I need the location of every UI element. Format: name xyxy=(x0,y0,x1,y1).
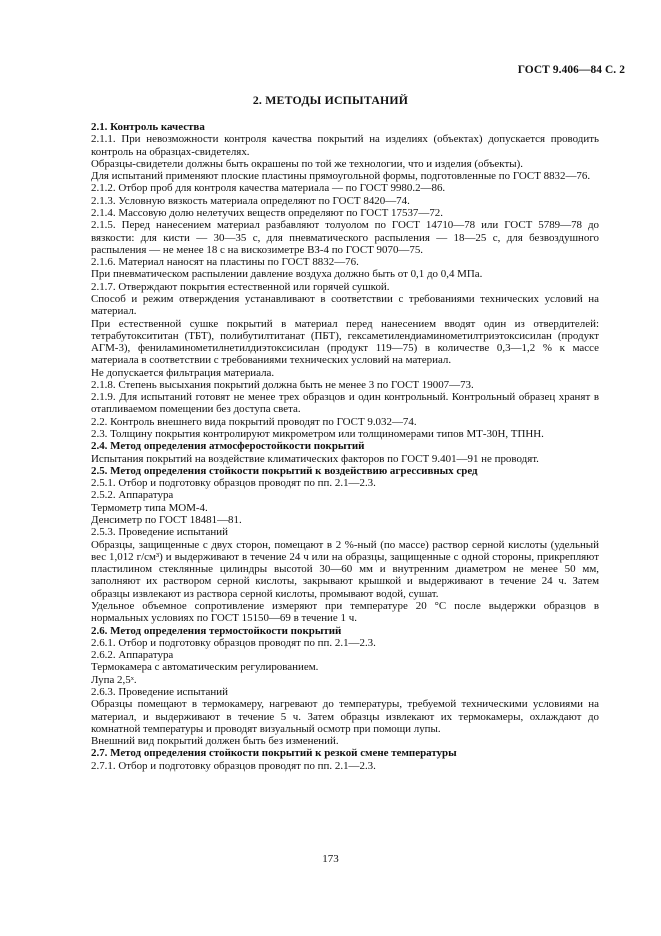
section-title: 2. МЕТОДЫ ИСПЫТАНИЙ xyxy=(252,93,409,107)
heading-2-7: 2.7. Метод определения стойкости покрытий к резкой смене температуры xyxy=(91,747,457,760)
paragraph: 2.5.1. Отбор и подготовку образцов проводят по пп. 2.1—2.3. xyxy=(91,477,376,490)
paragraph: 2.1.4. Массовую долю нелетучих веществ определяют по ГОСТ 17537—72. xyxy=(91,206,443,219)
paragraph: 2.1.1. При невозможности контроля качества покрытий на изделиях (объектах) допускается проводить контроль на образцах-свидетелях. xyxy=(91,133,599,158)
paragraph: Образцы-свидетели должны быть окрашены по той же технологии, что и изделия (объекты). xyxy=(91,157,523,170)
paragraph: 2.7.1. Отбор и подготовку образцов проводят по пп. 2.1—2.3. xyxy=(91,759,376,772)
paragraph: 2.5.2. Аппаратура xyxy=(91,489,174,502)
heading-2-6: 2.6. Метод определения термостойкости покрытий xyxy=(91,624,342,637)
paragraph: 2.1.6. Материал наносят на пластины по ГОСТ 8832—76. xyxy=(91,256,359,269)
paragraph: 2.1.9. Для испытаний готовят не менее трех образцов и один контрольный. Контрольный образец хранят в отапливаемом помещении без доступа света. xyxy=(91,391,599,416)
paragraph: Испытания покрытий на воздействие климатических факторов по ГОСТ 9.401—91 не проводят. xyxy=(91,452,539,465)
paragraph: 2.1.2. Отбор проб для контроля качества материала — по ГОСТ 9980.2—86. xyxy=(91,182,446,195)
paragraph: Денсиметр по ГОСТ 18481—81. xyxy=(91,514,242,526)
paragraph: При пневматическом распылении давление воздуха должно быть от 0,1 до 0,4 МПа. xyxy=(91,268,483,281)
paragraph: 2.6.3. Проведение испытаний xyxy=(91,685,228,698)
paragraph: Термокамера с автоматическим регулированием. xyxy=(91,661,319,674)
paragraph: 2.1.5. Перед нанесением материал разбавляют толуолом по ГОСТ 14710—78 или ГОСТ 5789—78 до вязкости: для кисти — 30—35 с, для пневматического распыления — 18—25 с, для безвоздушного распыления — не менее 18 с на вискозиметре ВЗ-4 по ГОСТ 9070—75. xyxy=(91,219,599,256)
paragraph: Внешний вид покрытий должен быть без изменений. xyxy=(91,735,339,748)
paragraph: Для испытаний применяют плоские пластины прямоугольной формы, подготовленные по ГОСТ 8832—76. xyxy=(91,170,591,183)
paragraph: 2.1.3. Условную вязкость материала определяют по ГОСТ 8420—74. xyxy=(91,194,410,207)
paragraph: 2.3. Толщину покрытия контролируют микрометром или толщиномерами типов МТ-30Н, ТПНН. xyxy=(91,428,544,441)
paragraph: Удельное объемное сопротивление измеряют при температуре 20 °С после выдержки образцов в нормальных условиях по ГОСТ 15150—69 в течение 1 ч. xyxy=(91,599,599,625)
heading-2-1: 2.1. Контроль качества xyxy=(91,121,205,133)
paragraph: 2.6.2. Аппаратура xyxy=(91,649,174,662)
heading-2-4: 2.4. Метод определения атмосферостойкости покрытий xyxy=(91,440,365,453)
paragraph: Лупа 2,5ˣ. xyxy=(91,673,137,686)
paragraph: Термометр типа МОМ-4. xyxy=(91,501,208,514)
paragraph: 2.6.1. Отбор и подготовку образцов проводят по пп. 2.1—2.3. xyxy=(91,636,376,649)
document-header-code: ГОСТ 9.406—84 С. 2 xyxy=(517,64,625,76)
document-body xyxy=(91,121,599,772)
heading-2-5: 2.5. Метод определения стойкости покрытий к воздействию агрессивных сред xyxy=(91,464,478,477)
page-number: 173 xyxy=(322,853,339,865)
paragraph: Способ и режим отверждения устанавливают в соответствии с требованиями технических условий на материал. xyxy=(91,292,599,318)
paragraph: 2.2. Контроль внешнего вида покрытий проводят по ГОСТ 9.032—74. xyxy=(91,415,417,428)
paragraph: Образцы, защищенные с двух сторон, помещают в 2 %-ный (по массе) раствор серной кислоты (удельный вес 1,012 г/см³) и выдерживают в течение 24 ч или на образцы, защищенные с одной стороны, прикрепляют пластилином стеклянные цилиндры высотой 30—60 мм и внутренним диаметром не менее 50 мм, заполняют их раствором серной кислоты, закрывают крышкой и выдерживают в течение 24 ч. Затем образцы извлекают из раствора серной кислоты, промывают водой, сушат. xyxy=(91,538,599,600)
paragraph: 2.1.8. Степень высыхания покрытий должна быть не менее 3 по ГОСТ 19007—73. xyxy=(91,378,474,391)
paragraph: Образцы помещают в термокамеру, нагревают до температуры, требуемой техническими условиями на материал, и выдерживают в течение 5 ч. Затем образцы извлекают их термокамеры, охлаждают до комнатной температуры и проводят визуальный осмотр при помощи лупы. xyxy=(91,698,599,735)
paragraph: 2.5.3. Проведение испытаний xyxy=(91,526,228,539)
paragraph: Не допускается фильтрация материала. xyxy=(91,366,275,379)
paragraph: 2.1.7. Отверждают покрытия естественной или горячей сушкой. xyxy=(91,280,390,293)
paragraph: При естественной сушке покрытий в материал перед нанесением вводят один из отвердителей: тетрабутоксититан (ТБТ), полибутилтитанат (ПБТ), гексаметилендиаминометилтриэтоксисилан (продукт АГМ-3), фениламинометилнетилдиэтоксисилан (продукт 119—75) в количестве 0,3—1,2 % к массе материала в соответствии с требованиями технических условий на материал. xyxy=(91,317,599,367)
